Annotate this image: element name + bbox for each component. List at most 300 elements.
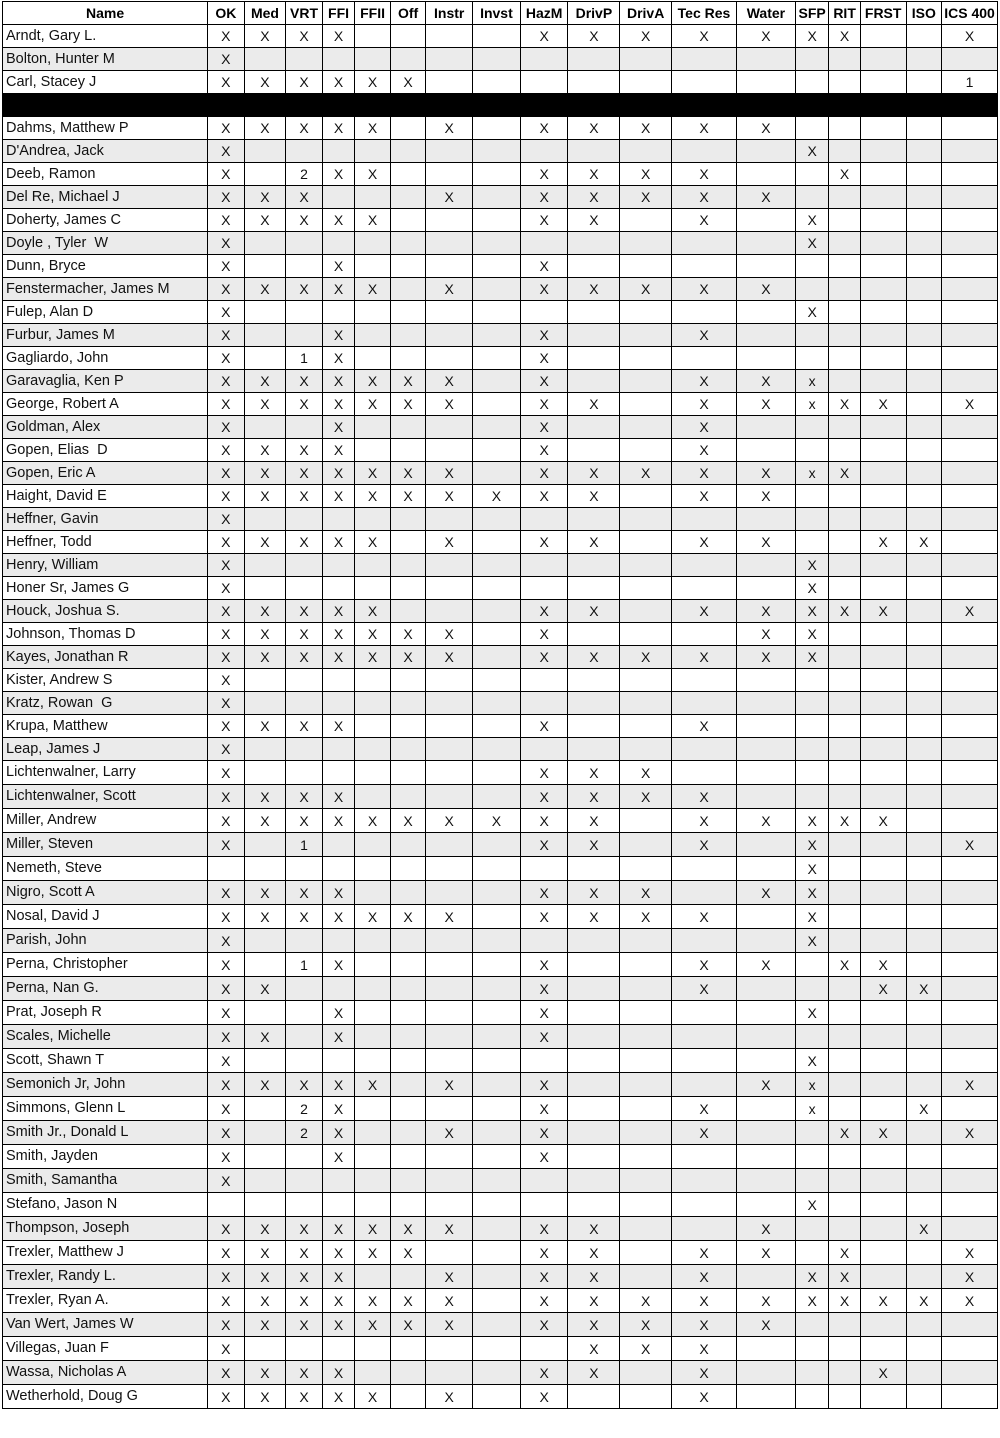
cert-cell: X [672, 278, 737, 301]
cert-cell: X [568, 531, 620, 554]
cert-cell: X [672, 1097, 737, 1121]
cert-cell [620, 929, 672, 953]
cert-cell: X [520, 646, 568, 669]
cert-cell [244, 761, 286, 785]
cert-cell [736, 1025, 795, 1049]
cert-cell: X [860, 1361, 906, 1385]
table-row [3, 485, 998, 508]
cert-cell: X [426, 370, 473, 393]
cert-cell: X [520, 1217, 568, 1241]
cert-cell: X [568, 1313, 620, 1337]
cert-cell: X [208, 905, 245, 929]
cert-cell [355, 785, 391, 809]
cert-cell: X [520, 977, 568, 1001]
cert-cell [208, 857, 245, 881]
cert-cell: x [795, 393, 829, 416]
cert-cell [736, 715, 795, 738]
cert-cell [355, 715, 391, 738]
cert-cell: X [208, 1313, 245, 1337]
cert-cell [473, 833, 521, 857]
cert-cell [906, 1265, 942, 1289]
cert-cell: X [520, 1241, 568, 1265]
cert-cell [426, 929, 473, 953]
cert-cell [829, 416, 860, 439]
cert-cell [860, 370, 906, 393]
cert-cell [829, 1217, 860, 1241]
cert-cell [520, 508, 568, 531]
cert-cell [244, 1145, 286, 1169]
cert-cell [942, 953, 998, 977]
cert-cell [568, 1169, 620, 1193]
cert-cell: X [795, 232, 829, 255]
cert-cell: X [286, 1265, 323, 1289]
cert-cell [795, 1313, 829, 1337]
cert-cell: X [208, 71, 245, 94]
cert-cell [426, 439, 473, 462]
cert-cell [795, 953, 829, 977]
cert-cell: X [620, 1337, 672, 1361]
cert-cell: X [520, 833, 568, 857]
cert-cell: X [736, 600, 795, 623]
cert-cell [355, 1265, 391, 1289]
cert-cell [355, 255, 391, 278]
cert-cell: 2 [286, 1097, 323, 1121]
cert-cell [473, 953, 521, 977]
cert-cell [390, 715, 426, 738]
cert-cell [906, 738, 942, 761]
cert-cell: X [736, 186, 795, 209]
cert-cell: X [322, 71, 354, 94]
cert-cell: X [286, 370, 323, 393]
cert-cell [736, 1169, 795, 1193]
table-row [3, 71, 998, 94]
cert-cell: X [672, 186, 737, 209]
cert-cell: X [795, 1193, 829, 1217]
cert-cell [906, 186, 942, 209]
table-row [3, 140, 998, 163]
cert-cell [795, 692, 829, 715]
cert-cell [286, 577, 323, 600]
cert-cell: X [244, 977, 286, 1001]
cert-cell [942, 977, 998, 1001]
cert-cell: X [568, 117, 620, 140]
member-name: Van Wert, James W [3, 1313, 208, 1337]
table-row [3, 1049, 998, 1073]
cert-cell: X [208, 623, 245, 646]
cert-cell: X [322, 324, 354, 347]
cert-cell: X [286, 646, 323, 669]
cert-cell: X [426, 462, 473, 485]
cert-cell: X [322, 881, 354, 905]
cert-cell: X [355, 623, 391, 646]
table-row [3, 117, 998, 140]
member-name: Kratz, Rowan G [3, 692, 208, 715]
cert-cell [795, 1025, 829, 1049]
cert-cell: X [672, 117, 737, 140]
table-row [3, 1169, 998, 1193]
cert-cell [568, 1097, 620, 1121]
member-name: Prat, Joseph R [3, 1001, 208, 1025]
cert-cell [829, 439, 860, 462]
cert-cell [520, 1169, 568, 1193]
cert-cell [620, 1073, 672, 1097]
column-header: FFI [322, 2, 354, 25]
cert-cell: X [568, 278, 620, 301]
cert-cell: X [568, 1217, 620, 1241]
cert-cell [620, 1049, 672, 1073]
cert-cell: X [322, 1289, 354, 1313]
cert-cell [736, 1193, 795, 1217]
cert-cell [286, 416, 323, 439]
cert-cell [620, 1193, 672, 1217]
cert-cell: X [426, 1265, 473, 1289]
cert-cell: X [942, 833, 998, 857]
cert-cell [736, 1049, 795, 1073]
cert-cell: X [244, 1073, 286, 1097]
cert-cell: X [244, 1289, 286, 1313]
cert-cell: X [829, 600, 860, 623]
cert-cell [860, 929, 906, 953]
cert-cell: X [390, 1313, 426, 1337]
cert-cell [620, 1169, 672, 1193]
cert-cell [390, 929, 426, 953]
cert-cell [736, 324, 795, 347]
cert-cell [620, 439, 672, 462]
cert-cell [860, 715, 906, 738]
cert-cell: X [286, 278, 323, 301]
cert-cell [860, 761, 906, 785]
cert-cell [620, 1217, 672, 1241]
cert-cell [942, 301, 998, 324]
cert-cell [942, 881, 998, 905]
cert-cell [390, 163, 426, 186]
cert-cell [906, 393, 942, 416]
table-row [3, 531, 998, 554]
cert-cell [390, 347, 426, 370]
cert-cell [860, 1025, 906, 1049]
cert-cell [906, 255, 942, 278]
cert-cell [286, 140, 323, 163]
cert-cell: X [672, 462, 737, 485]
cert-cell [795, 715, 829, 738]
table-row [3, 1001, 998, 1025]
cert-cell [795, 531, 829, 554]
cert-cell [620, 1241, 672, 1265]
cert-cell: X [520, 117, 568, 140]
cert-cell: 1 [286, 953, 323, 977]
cert-cell [860, 278, 906, 301]
cert-cell [390, 1265, 426, 1289]
cert-cell [829, 1001, 860, 1025]
cert-cell [520, 1193, 568, 1217]
cert-cell [426, 669, 473, 692]
cert-cell [906, 953, 942, 977]
cert-cell [942, 416, 998, 439]
cert-cell [355, 1169, 391, 1193]
member-name: Kayes, Jonathan R [3, 646, 208, 669]
cert-cell: X [355, 163, 391, 186]
cert-cell: X [286, 600, 323, 623]
cert-cell [390, 577, 426, 600]
cert-cell [906, 71, 942, 94]
cert-cell: X [520, 1025, 568, 1049]
cert-cell: X [355, 370, 391, 393]
cert-cell: X [322, 278, 354, 301]
cert-cell: X [568, 1265, 620, 1289]
member-name: Scott, Shawn T [3, 1049, 208, 1073]
cert-cell: X [906, 531, 942, 554]
cert-cell [906, 1169, 942, 1193]
cert-cell [322, 669, 354, 692]
cert-cell [286, 1193, 323, 1217]
cert-cell: X [390, 485, 426, 508]
cert-cell: X [672, 833, 737, 857]
cert-cell [906, 416, 942, 439]
cert-cell [620, 347, 672, 370]
cert-cell [426, 600, 473, 623]
cert-cell: X [426, 117, 473, 140]
cert-cell: X [355, 393, 391, 416]
cert-cell: X [672, 646, 737, 669]
cert-cell [942, 1097, 998, 1121]
cert-cell [829, 1337, 860, 1361]
cert-cell [736, 1337, 795, 1361]
cert-cell: X [568, 646, 620, 669]
cert-cell [672, 347, 737, 370]
table-row [3, 209, 998, 232]
cert-cell [620, 485, 672, 508]
cert-cell [286, 1025, 323, 1049]
column-header: Instr [426, 2, 473, 25]
member-name: Simmons, Glenn L [3, 1097, 208, 1121]
cert-cell: X [568, 905, 620, 929]
cert-cell [568, 140, 620, 163]
cert-cell [568, 715, 620, 738]
cert-cell [355, 1121, 391, 1145]
cert-cell: X [520, 1145, 568, 1169]
cert-cell [390, 278, 426, 301]
cert-cell: X [620, 881, 672, 905]
cert-cell [286, 692, 323, 715]
cert-cell [390, 881, 426, 905]
cert-cell: X [390, 905, 426, 929]
cert-cell: X [208, 186, 245, 209]
cert-cell: 2 [286, 163, 323, 186]
cert-cell [390, 439, 426, 462]
table-row [3, 1121, 998, 1145]
cert-cell [736, 857, 795, 881]
cert-cell [942, 1025, 998, 1049]
cert-cell: X [208, 370, 245, 393]
cert-cell: X [860, 1289, 906, 1313]
cert-cell [244, 416, 286, 439]
cert-cell [426, 347, 473, 370]
cert-cell: X [520, 1073, 568, 1097]
cert-cell [906, 140, 942, 163]
cert-cell: X [620, 186, 672, 209]
cert-cell [426, 1097, 473, 1121]
table-row [3, 905, 998, 929]
cert-cell [426, 857, 473, 881]
cert-cell [829, 738, 860, 761]
cert-cell [942, 278, 998, 301]
cert-cell [906, 347, 942, 370]
cert-cell: X [520, 953, 568, 977]
cert-cell [426, 1193, 473, 1217]
cert-cell: X [473, 809, 521, 833]
cert-cell [568, 255, 620, 278]
cert-cell: X [208, 117, 245, 140]
table-row [3, 554, 998, 577]
cert-cell: X [244, 785, 286, 809]
cert-cell [906, 1073, 942, 1097]
cert-cell [829, 1145, 860, 1169]
cert-cell [860, 785, 906, 809]
cert-cell [942, 623, 998, 646]
cert-cell [473, 905, 521, 929]
cert-cell [620, 577, 672, 600]
cert-cell [322, 554, 354, 577]
cert-cell [942, 554, 998, 577]
cert-cell [736, 347, 795, 370]
cert-cell: X [620, 1289, 672, 1313]
cert-cell: X [860, 600, 906, 623]
cert-cell [520, 577, 568, 600]
cert-cell [672, 623, 737, 646]
cert-cell [520, 1337, 568, 1361]
table-row [3, 669, 998, 692]
cert-cell [620, 554, 672, 577]
cert-cell: X [829, 1241, 860, 1265]
cert-cell [568, 416, 620, 439]
cert-cell: X [568, 1289, 620, 1313]
cert-cell: X [426, 1121, 473, 1145]
cert-cell [906, 301, 942, 324]
table-row [3, 1097, 998, 1121]
cert-cell [829, 785, 860, 809]
cert-cell: X [244, 393, 286, 416]
cert-cell [286, 1169, 323, 1193]
cert-cell [568, 232, 620, 255]
cert-cell [244, 255, 286, 278]
table-row [3, 232, 998, 255]
cert-cell [355, 140, 391, 163]
member-name: Villegas, Juan F [3, 1337, 208, 1361]
table-row [3, 1145, 998, 1169]
member-name: Bolton, Hunter M [3, 48, 208, 71]
cert-cell [473, 1385, 521, 1409]
cert-cell: X [672, 809, 737, 833]
cert-cell: X [244, 1385, 286, 1409]
cert-cell [942, 1049, 998, 1073]
cert-cell [860, 577, 906, 600]
cert-cell [426, 761, 473, 785]
cert-cell [355, 833, 391, 857]
cert-cell [286, 929, 323, 953]
cert-cell: X [355, 1073, 391, 1097]
cert-cell [795, 255, 829, 278]
table-row [3, 508, 998, 531]
cert-cell: X [208, 953, 245, 977]
cert-cell [355, 25, 391, 48]
member-name: Smith, Jayden [3, 1145, 208, 1169]
cert-cell [286, 255, 323, 278]
cert-cell: X [568, 761, 620, 785]
cert-cell: X [322, 1097, 354, 1121]
cert-cell [829, 278, 860, 301]
member-name: Heffner, Gavin [3, 508, 208, 531]
cert-cell: X [520, 1385, 568, 1409]
cert-cell: X [795, 809, 829, 833]
cert-cell: X [322, 370, 354, 393]
cert-cell [942, 857, 998, 881]
cert-cell [473, 977, 521, 1001]
cert-cell: X [426, 186, 473, 209]
cert-cell: X [736, 278, 795, 301]
cert-cell: X [244, 1265, 286, 1289]
cert-cell: X [244, 25, 286, 48]
cert-cell [355, 857, 391, 881]
cert-cell: X [322, 1073, 354, 1097]
cert-cell [672, 301, 737, 324]
cert-cell: X [244, 905, 286, 929]
cert-cell: X [672, 393, 737, 416]
cert-cell: X [795, 140, 829, 163]
cert-cell: X [208, 600, 245, 623]
member-name: Doyle , Tyler W [3, 232, 208, 255]
cert-cell [426, 48, 473, 71]
cert-cell [736, 738, 795, 761]
member-name: Fenstermacher, James M [3, 278, 208, 301]
column-header: DrivA [620, 2, 672, 25]
cert-cell [829, 301, 860, 324]
cert-cell [568, 1001, 620, 1025]
cert-cell [390, 1337, 426, 1361]
cert-cell [473, 1073, 521, 1097]
cert-cell: X [736, 623, 795, 646]
cert-cell [355, 1097, 391, 1121]
cert-cell [355, 881, 391, 905]
cert-cell: X [672, 163, 737, 186]
cert-cell [860, 1049, 906, 1073]
column-header: FFII [355, 2, 391, 25]
cert-cell [620, 715, 672, 738]
cert-cell [390, 48, 426, 71]
cert-cell [795, 324, 829, 347]
cert-cell [390, 209, 426, 232]
cert-cell: X [208, 439, 245, 462]
cert-cell [520, 140, 568, 163]
table-row [3, 25, 998, 48]
cert-cell [426, 1361, 473, 1385]
cert-cell: X [736, 1217, 795, 1241]
cert-cell: X [520, 715, 568, 738]
cert-cell: X [355, 117, 391, 140]
cert-cell: X [355, 71, 391, 94]
cert-cell [620, 1025, 672, 1049]
cert-cell [473, 324, 521, 347]
cert-cell: X [568, 163, 620, 186]
table-row [3, 977, 998, 1001]
cert-cell: X [906, 1289, 942, 1313]
cert-cell: x [795, 1097, 829, 1121]
cert-cell [672, 1145, 737, 1169]
cert-cell [795, 1337, 829, 1361]
cert-cell [286, 301, 323, 324]
cert-cell [620, 393, 672, 416]
member-name: Deeb, Ramon [3, 163, 208, 186]
cert-cell [860, 301, 906, 324]
